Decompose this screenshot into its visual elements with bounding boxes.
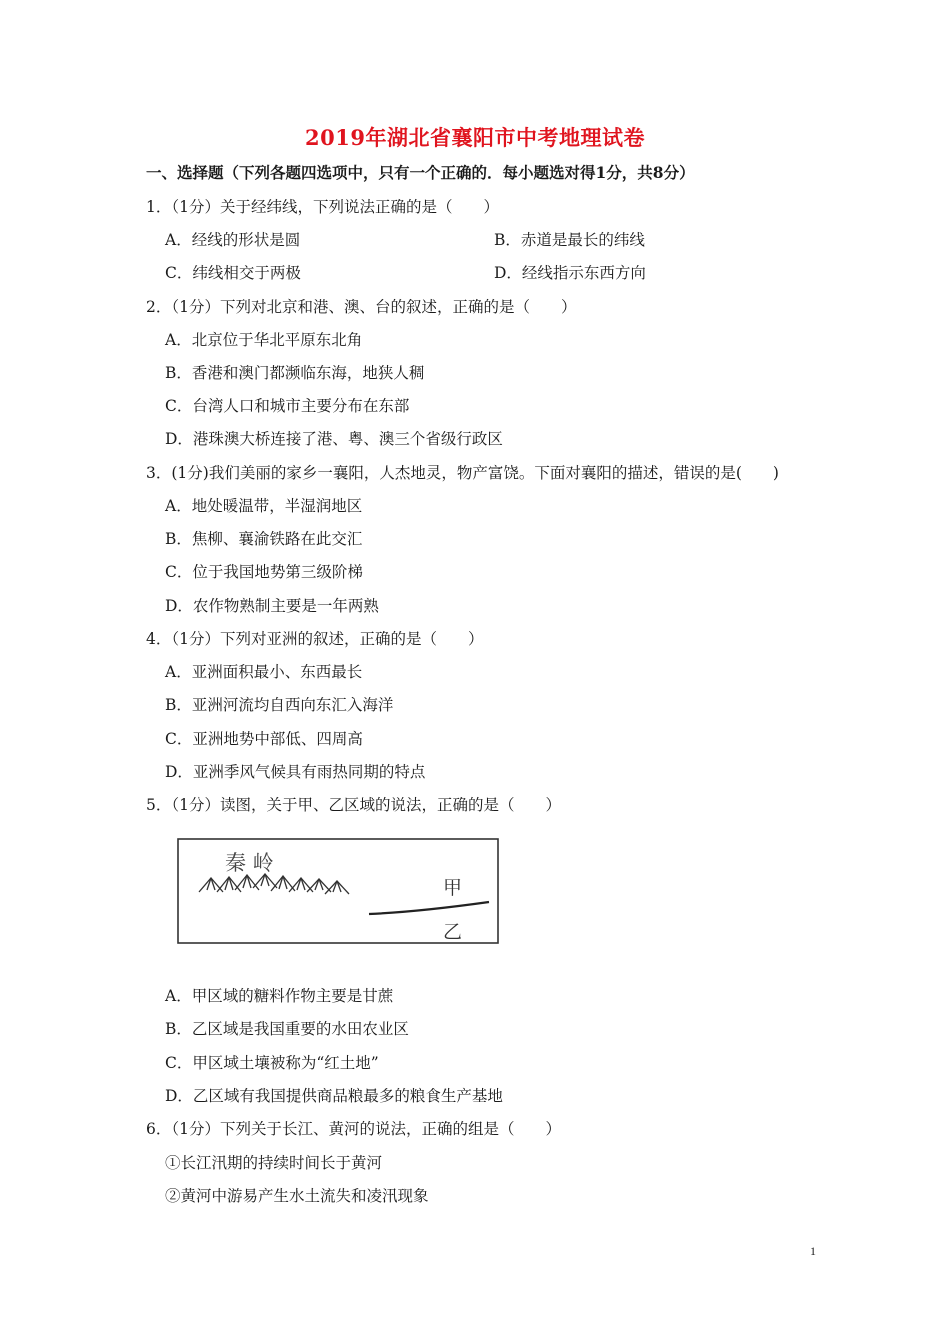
question-3-option-b: B．焦柳、襄渝铁路在此交汇 (165, 530, 363, 548)
page-number: 1 (810, 1244, 816, 1258)
qinling-map-figure (177, 838, 499, 944)
question-4-stem: 4．（1分）下列对亚洲的叙述，正确的是（ ） (146, 630, 484, 648)
question-5-option-d: D．乙区域有我国提供商品粮最多的粮食生产基地 (165, 1087, 503, 1105)
section-heading: 一、选择题（下列各题四选项中，只有一个正确的．每小题选对得1分，共8分） (146, 163, 695, 182)
question-2-option-c: C．台湾人口和城市主要分布在东部 (165, 397, 410, 415)
question-3-option-c: C．位于我国地势第三级阶梯 (165, 563, 363, 581)
north-region-label: 甲 (443, 877, 463, 899)
question-4-option-d: D．亚洲季风气候具有雨热同期的特点 (165, 763, 426, 781)
question-5-option-a: A．甲区域的糖料作物主要是甘蔗 (165, 987, 394, 1005)
page-title: 2019年湖北省襄阳市中考地理试卷 (305, 125, 645, 150)
mountain-label: 秦 岭 (225, 851, 274, 875)
question-3-option-a: A．地处暖温带，半湿润地区 (165, 497, 363, 515)
question-2-stem: 2．（1分）下列对北京和港、澳、台的叙述，正确的是（ ） (146, 298, 577, 316)
question-5-option-c: C．甲区域土壤被称为“红土地” (165, 1054, 379, 1072)
question-4-option-c: C．亚洲地势中部低、四周高 (165, 730, 363, 748)
question-2-option-a: A．北京位于华北平原东北角 (165, 331, 363, 349)
question-6-stem: 6．（1分）下列关于长江、黄河的说法，正确的组是（ ） (146, 1120, 561, 1138)
question-2-option-b: B．香港和澳门都濒临东海，地狭人稠 (165, 364, 425, 382)
question-3-option-d: D．农作物熟制主要是一年两熟 (165, 597, 379, 615)
question-1-option-b: B．赤道是最长的纬线 (494, 231, 645, 249)
south-region-label: 乙 (443, 921, 463, 943)
question-1-option-d: D．经线指示东西方向 (494, 264, 646, 282)
question-3-stem: 3．(1分)我们美丽的家乡一襄阳，人杰地灵，物产富饶。下面对襄阳的描述，错误的是( ) (146, 464, 779, 482)
question-2-option-d: D．港珠澳大桥连接了港、粤、澳三个省级行政区 (165, 430, 503, 448)
question-1-option-a: A．经线的形状是圆 (165, 231, 301, 249)
question-1-stem: 1．（1分）关于经纬线，下列说法正确的是（ ） (146, 198, 499, 216)
question-5-stem: 5．（1分）读图，关于甲、乙区域的说法，正确的是（ ） (146, 796, 561, 814)
question-4-option-b: B．亚洲河流均自西向东汇入海洋 (165, 696, 394, 714)
question-1-option-c: C．纬线相交于两极 (165, 264, 301, 282)
question-5-option-b: B．乙区域是我国重要的水田农业区 (165, 1020, 409, 1038)
question-6-statement-1: ①长江汛期的持续时间长于黄河 (165, 1154, 383, 1172)
question-6-statement-2: ②黄河中游易产生水土流失和凌汛现象 (165, 1187, 429, 1205)
question-4-option-a: A．亚洲面积最小、东西最长 (165, 663, 363, 681)
